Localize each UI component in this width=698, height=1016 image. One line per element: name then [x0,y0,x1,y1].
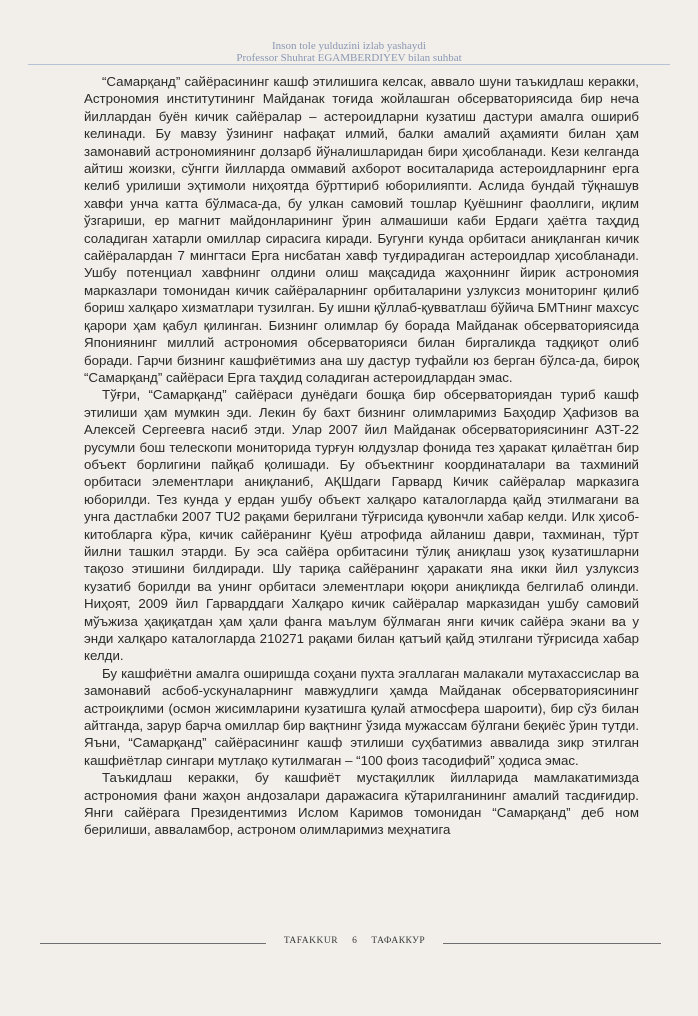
paragraph: Бу кашфиётни амалга оширишда соҳани пухта эгаллаган малакали мутахассислар ва замонавий асбоб-ускуналарнинг мавжудлиги ҳамда Майданак обсерваториясининг астроиқлими (осмон жисимларини кузатишга қулай атмосфера шароити), бир сўз билан айтганда, зарур барча омиллар бир вақтнинг ўзида мужассам бўлгани беқиёс ўрин тутди. Яъни, “Самарқанд” сайёрасининг кашф этилиши суҳбатимиз аввалида зикр этилган кашфиётлар сингари мутлақо кутилмаган – “100 фоиз тасодифий” ҳодиса эмас. [84,665,640,768]
running-header [0,40,698,64]
page-footer [0,936,698,950]
paragraph: Таъкидлаш керакки, бу кашфиёт мустақиллик йилларида мамлакатимизда астрономия фани жаҳон андозалари даражасига кўтарилганининг амалий тасдиғидир. Янги сайёрага Президентимиз Ислом Каримов томонидан “Самарқанд” деб ном берилиши, авваламбор, астроном олимларимиз меҳнатига [84,770,639,838]
footer-magazine-cyrillic: ТАФАККУР [371,936,426,946]
header-subtitle: Professor Shuhrat EGAMBERDIYEV bilan suhbat [236,52,462,64]
header-rule [28,64,670,65]
header-title: Inson tole yulduzini izlab yashaydi [272,40,426,52]
paragraph: Тўғри, “Самарқанд” сайёраси дунёдаги бошқа бир обсерваториядан туриб кашф этилиши ҳам мумкин эди. Лекин бу бахт бизнинг олимларимиз Баҳодир Ҳафизов ва Алексей Сергеевга насиб этди. Улар 2007 йил Майданак обсерваториясининг АЗТ-22 русумли бош телескопи мониторида турғун юлдузлар фонида тез ҳаракат қилаётган бир объект борлигини пайқаб қолишади. Бу объектнинг координаталари ва тахминий орбитаси элементлари аниқланиб, АҚШдаги Гарвард Кичик сайёралар марказига юборилди. Тез кунда у ердан ушбу объект халқаро каталогларда қайд этилмагани ва унга дастлабки 2007 TU2 рақами берилгани тўғрисида қувончли хабар келди. Илк ҳисоб-китобларга кўра, кичик сайёранинг Қуёш атрофида айланиш даври, тахминан, тўрт йилни ташкил этарди. Бу эса сайёра орбитасини тўлиқ аниқлаш узоқ кузатишларни тақозо этишини билдиради. Шу тариқа сайёранинг ҳаракати яна икки йил узлуксиз кузатиб борилди ва унинг орбитаси элементлари юқори аниқликда белгилаб олинди. Ниҳоят, 2009 йил Гарварддаги Халқаро кичик сайёралар марказидан ушбу самовий мўъжиза ҳақиқатдан ҳам ҳали фанга маълум бўлмаган янги кичик сайёра экани ва у энди халқаро каталогларда 210271 рақами билан қатъий қайд этилгани тўғрисида хабар келди. [84,387,639,664]
paragraph: “Самарқанд” сайёрасининг кашф этилишига келсак, аввало шуни таъкидлаш керакки, Астрономия институтининг Майданак тоғида жойлашган обсерваториясида бир неча йиллардан буён кичик сайёралар – астероидларни кузатиш дастури амалга ошириб келинади. Бу мавзу ўзининг нафақат илмий, балки амалий аҳамияти билан ҳам замонавий астрономиянинг долзарб йўналишларидан бири ҳисобланади. Кези келганда айтиш жоизки, сўнгги йилларда оммавий ахборот воситаларида астероидларнинг ерга келиб урилиши эҳтимоли ниҳоятда бўрттириб юборилияпти. Аслида бундай тўқнашув хавфи унча катта бўлмаса-да, бу улкан самовий тошлар Қуёшнинг фаоллиги, иқлим ўзгариши, ер магнит майдонларининг ўрин алмашиши каби Ердаги ҳаётга таҳдид соладиган хатарли омиллар сирасига киради. Бугунги кунда орбитаси аниқланган кичик сайёралардан 7 мингтаси Ерга нисбатан хавф туғдирадиган астероидлар ҳисобланади. Ушбу потенциал хавфнинг олдини олиш мақсадида жаҳоннинг йирик астрономия марказлари томонидан кичик сайёраларнинг орбиталарини узлуксиз мониторинг қилиб бориш халқаро хизматлари тузилган. Бу ишни қўллаб-қувватлаш бўйича БМТнинг махсус қарори ҳам қабул қилинган. Бизнинг олимлар бу борада Майданак обсерваториясида Япониянинг миллий астрономия обсерваторияси билан биргаликда тадқиқот олиб боради. Гарчи бизнинг кашфиётимиз ана шу дастур туфайли юз берган бўлса-да, бироқ “Самарқанд” сайёраси Ерга таҳдид соладиган астероидлардан эмас. [84,74,639,385]
page-number: 6 [352,936,358,946]
footer-text [266,936,443,946]
footer-rule-left [40,943,266,944]
article-body [84,73,639,839]
footer-rule-right [443,943,661,944]
footer-magazine-latin: TAFAKKUR [283,936,339,946]
